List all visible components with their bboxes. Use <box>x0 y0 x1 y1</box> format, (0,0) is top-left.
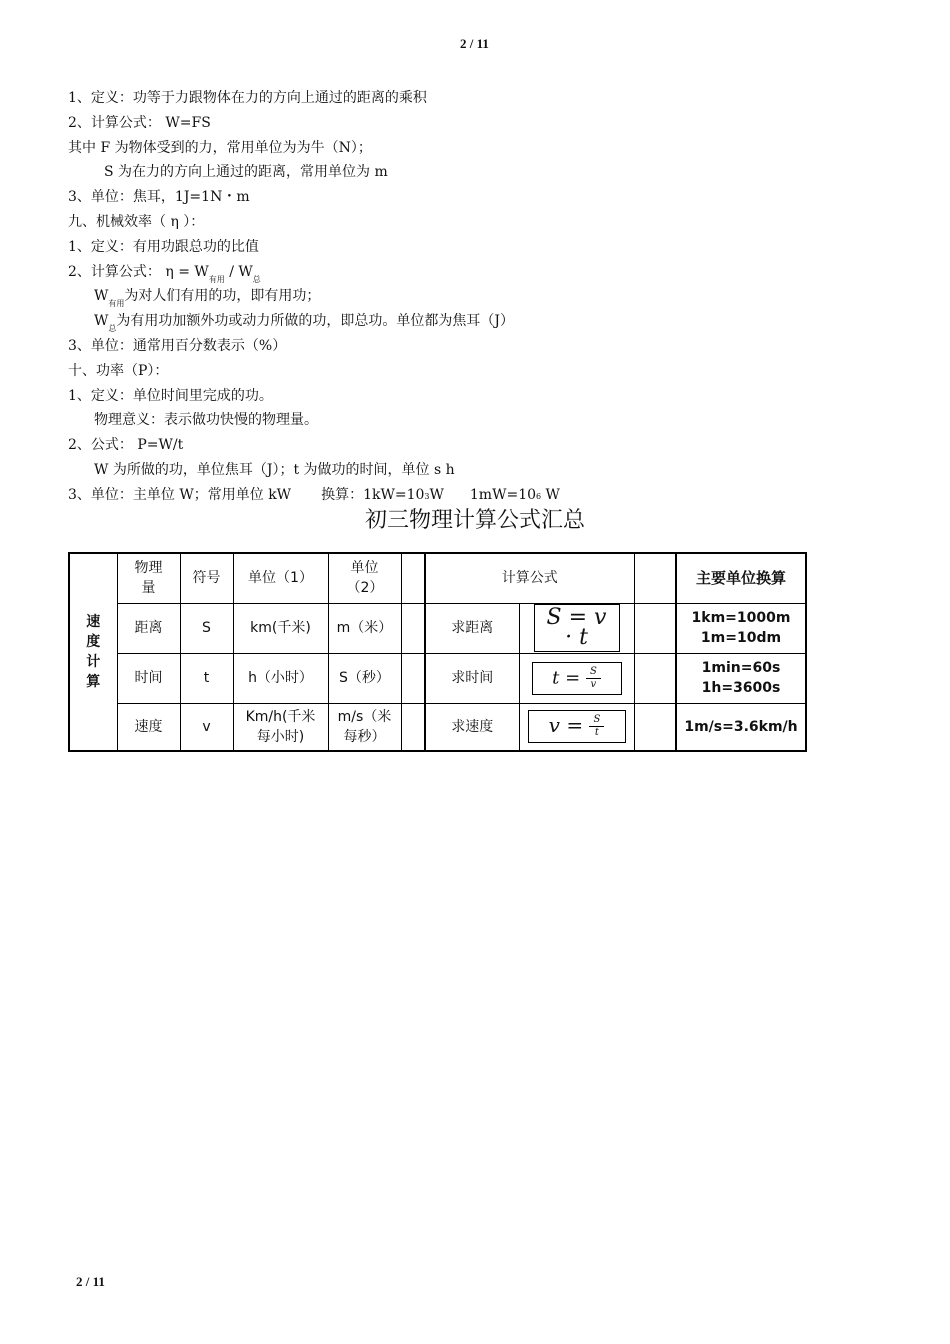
cell-unit1 <box>233 703 328 751</box>
text-line: 十、功率（P）： <box>68 362 169 379</box>
conversion-text: 1m=10dm <box>700 630 782 646</box>
unit-text: m/s（米每秒） <box>337 708 392 745</box>
line-text: 换算：1kW=10 <box>321 486 425 503</box>
fraction <box>586 666 601 691</box>
text-line: 3、单位：焦耳，1J=1N・m <box>68 189 250 206</box>
line-text: 1mW=10 <box>469 486 537 503</box>
text-line: 其中 F 为物体受到的力，常用单位为为牛（N）； <box>68 139 372 156</box>
spacer-cell <box>401 553 425 603</box>
subscript: 有用 <box>108 299 125 309</box>
cell-symbol: t <box>180 653 233 703</box>
spacer-cell <box>634 653 676 703</box>
formula-time <box>532 662 622 695</box>
text-line: W 为所做的功，单位焦耳（J）；t 为做功的时间，单位 s h <box>94 461 455 478</box>
symbol-text: W <box>94 313 109 330</box>
spacer-cell <box>401 653 425 703</box>
formula-cell <box>519 653 634 703</box>
formula-lhs: t = <box>552 667 581 688</box>
cell-conversion <box>676 703 806 751</box>
text-line: 九、机械效率（ η ）： <box>68 213 205 230</box>
text-line: 2、计算公式： W=FS <box>68 114 211 131</box>
header-unit2 <box>328 553 401 603</box>
conversion-text: 1h=3600s <box>701 680 781 696</box>
formula-text: 2、计算公式： η = W <box>68 263 209 280</box>
cell-conversion <box>676 603 806 653</box>
spacer-cell <box>401 603 425 653</box>
spacer-cell <box>401 703 425 751</box>
text-line: 1、定义：单位时间里完成的功。 <box>68 387 273 404</box>
page-number-bottom: 2 / 11 <box>76 1274 105 1289</box>
formula-distance: S = v · t <box>534 604 620 652</box>
cell-solve: 求距离 <box>425 603 519 653</box>
superscript: 3 <box>424 491 430 501</box>
formula-text: / W <box>229 263 253 280</box>
cell-symbol: S <box>180 603 233 653</box>
subscript: 总 <box>252 274 261 284</box>
text-line: 1、定义：功等于力跟物体在力的方向上通过的距离的乘积 <box>68 90 427 106</box>
cell-symbol: v <box>180 703 233 751</box>
cell-conversion <box>676 653 806 703</box>
subscript: 总 <box>108 324 117 334</box>
speed-formula-table <box>68 552 807 752</box>
unit-text: Km/h(千米每小时) <box>245 708 316 745</box>
line-text: 3、单位：主单位 W；常用单位 kW <box>68 486 292 503</box>
superscript: 6 <box>536 491 542 501</box>
line-text: W <box>429 486 444 503</box>
spacer-cell <box>634 703 676 751</box>
fraction-numerator: S <box>586 666 601 679</box>
text-line: S 为在力的方向上通过的距离，常用单位为 m <box>104 164 388 181</box>
conversion-text: 1m/s=3.6km/h <box>684 718 798 735</box>
cell-unit1: h（小时） <box>233 653 328 703</box>
text-line <box>68 284 888 309</box>
fraction-denominator: t <box>594 727 599 739</box>
section-label-cell <box>69 553 117 751</box>
section-label: 速度计算 <box>86 614 101 690</box>
header-conversion: 主要单位换算 <box>676 553 806 603</box>
cell-unit2 <box>328 703 401 751</box>
page-number-top: 2 / 11 <box>460 36 489 51</box>
formula-lhs: v = <box>548 713 584 738</box>
fraction-denominator: v <box>590 678 597 690</box>
text-line: 物理意义：表示做功快慢的物理量。 <box>94 412 318 429</box>
header-symbol: 符号 <box>180 553 233 603</box>
cell-quantity: 距离 <box>117 603 180 653</box>
text-line: 3、单位：通常用百分数表示（%） <box>68 337 287 354</box>
subscript: 有用 <box>208 274 225 284</box>
text-line: 2、公式： P=W/t <box>68 437 184 454</box>
line-text: 为对人们有用的功，即有用功； <box>124 288 321 305</box>
cell-quantity: 时间 <box>117 653 180 703</box>
formula-speed <box>528 710 626 743</box>
line-text: W <box>541 486 560 503</box>
cell-solve: 求速度 <box>425 703 519 751</box>
conversion-text: 1km=1000m <box>691 610 791 626</box>
formula-cell <box>519 703 634 751</box>
section-title: 初三物理计算公式汇总 <box>364 508 585 533</box>
cell-quantity: 速度 <box>117 703 180 751</box>
cell-unit2: S（秒） <box>328 653 401 703</box>
spacer-cell <box>634 603 676 653</box>
header-formula: 计算公式 <box>425 553 634 603</box>
fraction <box>589 714 604 739</box>
symbol-text: W <box>94 288 109 305</box>
header-quantity <box>117 553 180 603</box>
spacer-cell <box>634 553 676 603</box>
text-line <box>68 309 888 334</box>
conversion-text: 1min=60s <box>701 660 781 676</box>
cell-unit1: km(千米) <box>233 603 328 653</box>
fraction-numerator: S <box>589 714 604 727</box>
text-line <box>68 260 888 285</box>
line-text: 为有用功加额外功或动力所做的功，即总功。单位都为焦耳（J） <box>116 313 515 330</box>
text-line: 1、定义：有用功跟总功的比值 <box>68 238 259 255</box>
document-body <box>68 86 888 508</box>
formula-cell <box>519 603 634 653</box>
header-text: 物理量 <box>134 560 163 597</box>
header-text: 单位（2） <box>346 560 384 597</box>
header-unit1: 单位（1） <box>233 553 328 603</box>
cell-unit2: m（米） <box>328 603 401 653</box>
cell-solve: 求时间 <box>425 653 519 703</box>
